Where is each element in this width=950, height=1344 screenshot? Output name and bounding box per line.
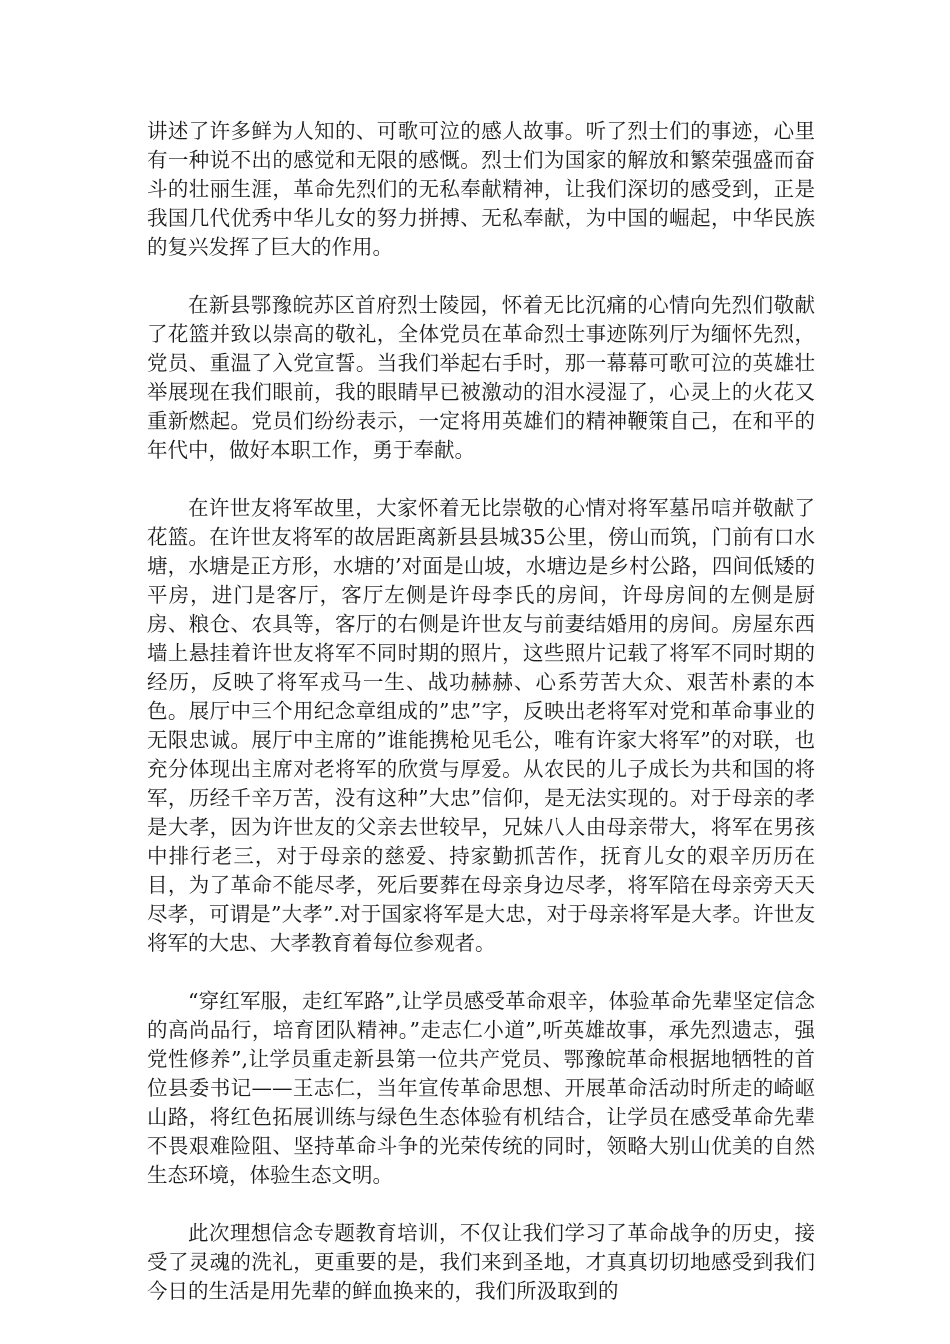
paragraph-5: 此次理想信念专题教育培训，不仅让我们学习了革命战争的历史，接受了灵魂的洗礼，更重要的是，我们来到圣地，才真真切切地感受到我们今日的生活是用先辈的鲜血换来的，我们所汲取到的: [147, 1221, 815, 1303]
paragraph-3: 在许世友将军故里，大家怀着无比崇敬的心情对将军墓吊唁并敬献了花篮。在许世友将军的故居距离新县县城35公里，傍山而筑，门前有口水塘，水塘是正方形，水塘的’对面是山坡，水塘边是乡村公路，四间低矮的平房，进门是客厅，客厅左侧是许母李氏的房间，许母房间的左侧是厨房、粮仓、农具等，客厅的右侧是许世友与前妻结婚用的房间。房屋东西墙上悬挂着许世友将军不同时期的照片，这些照片记载了将军不同时期的经历，反映了将军戎马一生、战功赫赫、心系劳苦大众、艰苦朴素的本色。展厅中三个用纪念章组成的”忠”字，反映出老将军对党和革命事业的无限忠诚。展厅中主席的”谁能携枪见毛公，唯有许家大将军”的对联，也充分体现出主席对老将军的欣赏与厚爱。从农民的儿子成长为共和国的将军，历经千辛万苦，没有这种”大忠”信仰，是无法实现的。对于母亲的孝是大孝，因为许世友的父亲去世较早，兄妹八人由母亲带大，将军在男孩中排行老三，对于母亲的慈爱、持家勤抓苦作，抚育儿女的艰辛历历在目，为了革命不能尽孝，死后要葬在母亲身边尽孝，将军陪在母亲旁天天尽孝，可谓是”大孝”.对于国家将军是大忠，对于母亲将军是大孝。许世友将军的大忠、大孝教育着每位参观者。: [147, 496, 815, 955]
paragraph-1: 讲述了许多鲜为人知的、可歌可泣的感人故事。听了烈士们的事迹，心里有一种说不出的感觉和无限的感慨。烈士们为国家的解放和繁荣强盛而奋斗的壮丽生涯，革命先烈们的无私奉献精神，让我们深切的感受到，正是我国几代优秀中华儿女的努力拼搏、无私奉献，为中国的崛起，中华民族的复兴发挥了巨大的作用。: [147, 119, 815, 259]
document-body: [147, 117, 815, 1306]
paragraph-4: “穿红军服，走红军路”,让学员感受革命艰辛，体验革命先辈坚定信念的高尚品行，培育团队精神。”走志仁小道”,听英雄故事，承先烈遗志，强党性修养”,让学员重走新县第一位共产党员、鄂豫皖革命根据地牺牲的首位县委书记——王志仁，当年宣传革命思想、开展革命活动时所走的崎岖山路，将红色拓展训练与绿色生态体验有机结合，让学员在感受革命先辈不畏艰难险阻、坚持革命斗争的光荣传统的同时，领略大别山优美的自然生态环境，体验生态文明。: [147, 989, 815, 1187]
paragraph-2: 在新县鄂豫皖苏区首府烈士陵园，怀着无比沉痛的心情向先烈们敬献了花篮并致以崇高的敬礼，全体党员在革命烈士事迹陈列厅为缅怀先烈，党员、重温了入党宣誓。当我们举起右手时，那一幕幕可歌可泣的英雄壮举展现在我们眼前，我的眼睛早已被激动的泪水浸湿了，心灵上的火花又重新燃起。党员们纷纷表示，一定将用英雄们的精神鞭策自己，在和平的年代中，做好本职工作，勇于奉献。: [147, 293, 815, 462]
